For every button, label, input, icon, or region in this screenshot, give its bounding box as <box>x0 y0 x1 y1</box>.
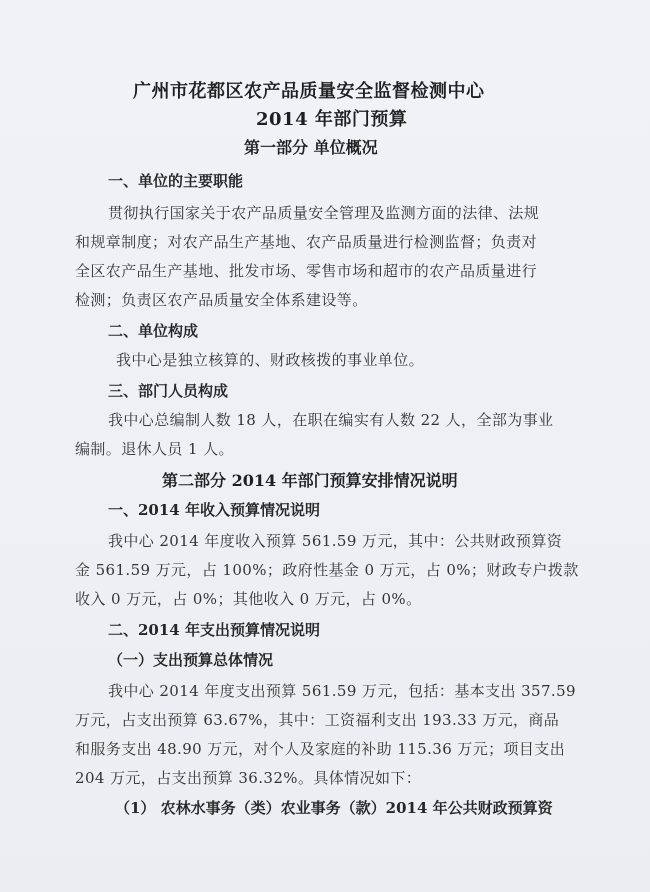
paragraph-line: 和规章制度；对农产品生产基地、农产品质量进行检测监督；负责对 <box>75 233 538 251</box>
paragraph-line: 和服务支出 48.90 万元，对个人及家庭的补助 115.36 万元；项目支出 <box>75 740 566 758</box>
paragraph-line: 204 万元，占支出预算 36.32%。具体情况如下： <box>75 769 422 787</box>
paragraph-line: 万元，占支出预算 63.67%，其中：工资福利支出 193.33 万元，商品 <box>75 711 560 729</box>
section-heading-expenditure: 二、2014 年支出预算情况说明 <box>108 621 320 639</box>
document-subtitle: 2014 年部门预算 <box>256 109 408 130</box>
paragraph-line: 我中心是独立核算的、财政核拨的事业单位。 <box>116 351 425 369</box>
subsection-heading-overall: （一）支出预算总体情况 <box>108 651 274 669</box>
paragraph-line: 我中心 2014 年度收入预算 561.59 万元，其中：公共财政预算资 <box>108 532 563 550</box>
part1-heading: 第一部分 单位概况 <box>244 138 378 157</box>
paragraph-line: 收入 0 万元，占 0%；其他收入 0 万元，占 0%。 <box>75 590 422 608</box>
part2-heading: 第二部分 2014 年部门预算安排情况说明 <box>162 471 458 490</box>
section-heading-staff: 三、部门人员构成 <box>108 382 229 400</box>
document-title: 广州市花都区农产品质量安全监督检测中心 <box>133 81 485 102</box>
section-heading-composition: 二、单位构成 <box>108 322 199 340</box>
paragraph-line: 贯彻执行国家关于农产品质量安全管理及监测方面的法律、法规 <box>108 204 540 222</box>
paragraph-line: 金 561.59 万元，占 100%；政府性基金 0 万元，占 0%；财政专户拨款 <box>75 561 579 579</box>
paragraph-line: 我中心 2014 年度支出预算 561.59 万元，包括：基本支出 357.59 <box>108 682 576 700</box>
list-item-agriculture: （1） 农林水事务（类）农业事务（款）2014 年公共财政预算资 <box>115 799 553 817</box>
paragraph-line: 检测；负责区农产品质量安全体系建设等。 <box>75 291 368 309</box>
paragraph-line: 全区农产品生产基地、批发市场、零售市场和超市的农产品质量进行 <box>75 262 538 280</box>
section-heading-income: 一、2014 年收入预算情况说明 <box>108 501 320 519</box>
section-heading-functions: 一、单位的主要职能 <box>108 172 244 190</box>
paragraph-line: 编制。退休人员 1 人。 <box>75 440 234 458</box>
paragraph-line: 我中心总编制人数 18 人，在职在编实有人数 22 人，全部为事业 <box>108 411 554 429</box>
